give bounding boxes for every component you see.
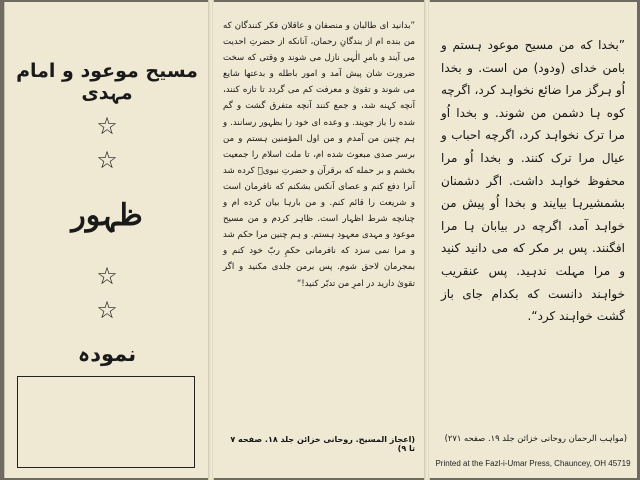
- stamp-box: [17, 376, 195, 468]
- cover-subheading: نمودہ: [77, 342, 137, 366]
- star-icon: ☆: [96, 296, 118, 324]
- quote-reference-2: (مواہب الرحمان روحانی خزائن جلد ۱۹. صفحه ۲۷۱): [444, 433, 627, 443]
- right-panel: [429, 2, 637, 478]
- quote-text-1: [223, 18, 415, 292]
- cover-heading: ظہور: [71, 198, 143, 233]
- quote-body: ”بدانید ای طالبان و منصفان و عاقلان فکر کنندگان که من بنده ام از بندگانِ رحمان، آنانکه از حضرتِ احدیت می آیند و بامرِ الٰہی نازل می شوند و وقتی که سخت ضرورت شان پیش آمد و امور باطله و بدعتها شایع می شوند و تقویٰ و معرفت کم می گردد تا تازه کنند، آنچه کہنه شد، و جمع کنند آنچه متفرق گشت و گم شده را باز جویند. و وعده ای خود را بظہور رسانند. و ہم چنین من آمدم و من اول المؤمنین ہستم و من برسر صدی مبعوث شده ام، تا ملت اسلام را جمعیت بخشم و بر حمله که برقرآن و حضرتِ نبویؐ کرده شد آنرا دفع کنم و عصای آنکس بشکنم که نافرمان است و شریعت را قائم کنم. و من بارہا بیان کرده ام و چنانچه شرط اظہار است. ظاہر کردم و من مسیح موعود و مہدی معہود ہستم. و ہم چنین مرا حکم شد و مرا نمی سزد که نافرمانی حکمِ ربّ خود کنم و بمجرمان لاحق شوم. پس برمن جلدی مکنید و اگر تقویٰ دارید در امرِ من تدبّر کنید!“: [223, 21, 415, 289]
- star-icon: ☆: [96, 146, 118, 174]
- quote-reference-1: (اعجاز المسیح. روحانی خزائن جلد ۱۸. صفحه ۷ تا ۹): [230, 435, 415, 453]
- quote-text-2: ”بخدا که من مسیح موعود ہستم و بامن خدای (ودود) من است. و بخدا اُو ہرگز مرا ضائع نخواہد کرد، اگرچه کوه ہا دشمن من شوند. و بخدا اُو مرا ترک نخواہد کرد، اگرچه احباب و عیال مرا ترک کنند. و بخدا اُو مرا محفوظ خواہد داشت. اگر دشمنان بشمشیرہا بیایند و بخدا اُو پیش من خواہد آمد، اگرچه در بیابان ہا مرا افگنند. پس بر مکر که می دانید کنید و مرا مہلت ندہید. پس عنقریب خواہند دانست که بکدام جای باز گشت خواہند کرد“.: [441, 38, 625, 324]
- cover-title: مسیح موعود و امام مہدی: [16, 60, 198, 104]
- star-icon: ☆: [96, 262, 118, 290]
- printer-credit: Printed at the Fazl-i-Umar Press, Chauncey, OH 45719: [435, 459, 631, 468]
- middle-panel: [213, 2, 425, 478]
- cover-panel: [4, 2, 209, 478]
- star-icon: ☆: [96, 112, 118, 140]
